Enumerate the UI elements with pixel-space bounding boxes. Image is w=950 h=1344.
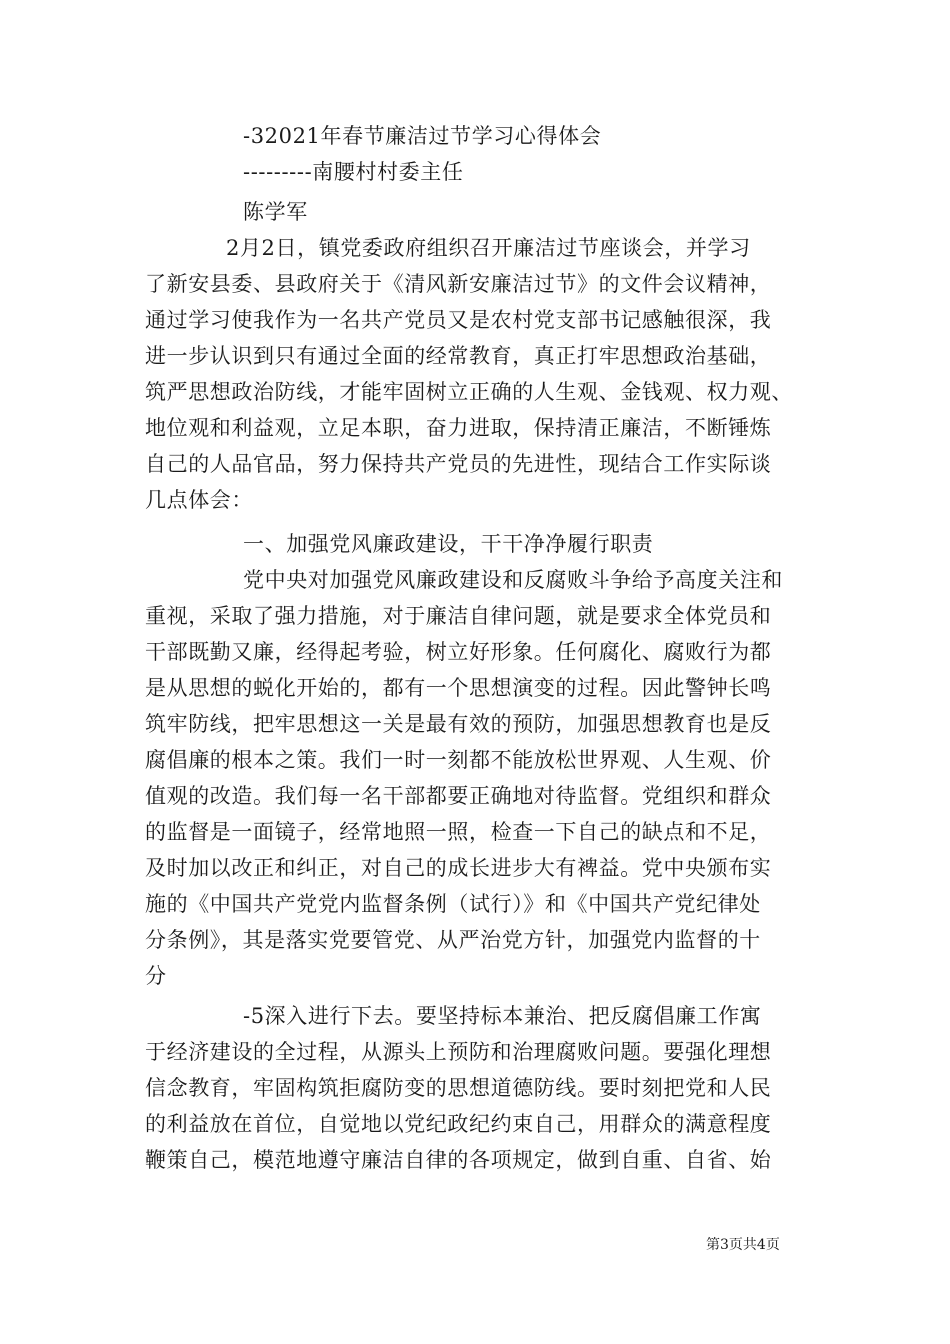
- document-subtitle: ---------南腰村村委主任: [243, 160, 464, 184]
- paragraph-line: 筑牢防线，把牢思想这一关是最有效的预防，加强思想教育也是反: [145, 712, 772, 736]
- paragraph-line: 进一步认识到只有通过全面的经常教育，真正打牢思想政治基础，: [145, 344, 772, 368]
- paragraph-line: 地位观和利益观，立足本职，奋力进取，保持清正廉洁，不断锤炼: [145, 416, 772, 440]
- paragraph-line: 自己的人品官品，努力保持共产党员的先进性，现结合工作实际谈: [145, 452, 772, 476]
- page-number: 第3页共4页: [706, 1237, 780, 1253]
- paragraph-line: 筑严思想政治防线，才能牢固树立正确的人生观、金钱观、权力观、: [145, 380, 793, 404]
- paragraph-line: 几点体会：: [145, 488, 253, 512]
- paragraph-line: 及时加以改正和纠正，对自己的成长进步大有裨益。党中央颁布实: [145, 856, 772, 880]
- document-author: 陈学军: [243, 200, 308, 224]
- paragraph-line: 分条例》，其是落实党要管党、从严治党方针，加强党内监督的十: [145, 928, 761, 952]
- paragraph-line: 是从思想的蜕化开始的，都有一个思想演变的过程。因此警钟长鸣: [145, 676, 772, 700]
- paragraph-line: 值观的改造。我们每一名干部都要正确地对待监督。党组织和群众: [145, 784, 772, 808]
- paragraph-line: 党中央对加强党风廉政建设和反腐败斗争给予高度关注和: [243, 568, 783, 592]
- paragraph-line: 干部既勤又廉，经得起考验，树立好形象。任何腐化、腐败行为都: [145, 640, 772, 664]
- paragraph-line: 施的《中国共产党党内监督条例（试行）》和《中国共产党纪律处: [145, 892, 761, 916]
- paragraph-line: 鞭策自己，模范地遵守廉洁自律的各项规定，做到自重、自省、始: [145, 1148, 772, 1172]
- document-title: -32021年春节廉洁过节学习心得体会: [243, 124, 602, 148]
- paragraph-line: 通过学习使我作为一名共产党员又是农村党支部书记感触很深，我: [145, 308, 772, 332]
- paragraph-line: 了新安县委、县政府关于《清风新安廉洁过节》的文件会议精神，: [145, 272, 772, 296]
- paragraph-line: 于经济建设的全过程，从源头上预防和治理腐败问题。要强化理想: [145, 1040, 772, 1064]
- paragraph-line: -5深入进行下去。要坚持标本兼治、把反腐倡廉工作寓: [243, 1004, 762, 1028]
- section-heading: 一、加强党风廉政建设，干干净净履行职责: [243, 532, 654, 556]
- paragraph-line: 信念教育，牢固构筑拒腐防变的思想道德防线。要时刻把党和人民: [145, 1076, 772, 1100]
- paragraph-line: 2月2日，镇党委政府组织召开廉洁过节座谈会，并学习: [226, 236, 751, 260]
- paragraph-line: 腐倡廉的根本之策。我们一时一刻都不能放松世界观、人生观、价: [145, 748, 772, 772]
- paragraph-line: 的利益放在首位，自觉地以党纪政纪约束自己，用群众的满意程度: [145, 1112, 772, 1136]
- paragraph-line: 重视，采取了强力措施，对于廉洁自律问题，就是要求全体党员和: [145, 604, 772, 628]
- paragraph-line: 分: [145, 964, 167, 988]
- paragraph-line: 的监督是一面镜子，经常地照一照，检查一下自己的缺点和不足，: [145, 820, 772, 844]
